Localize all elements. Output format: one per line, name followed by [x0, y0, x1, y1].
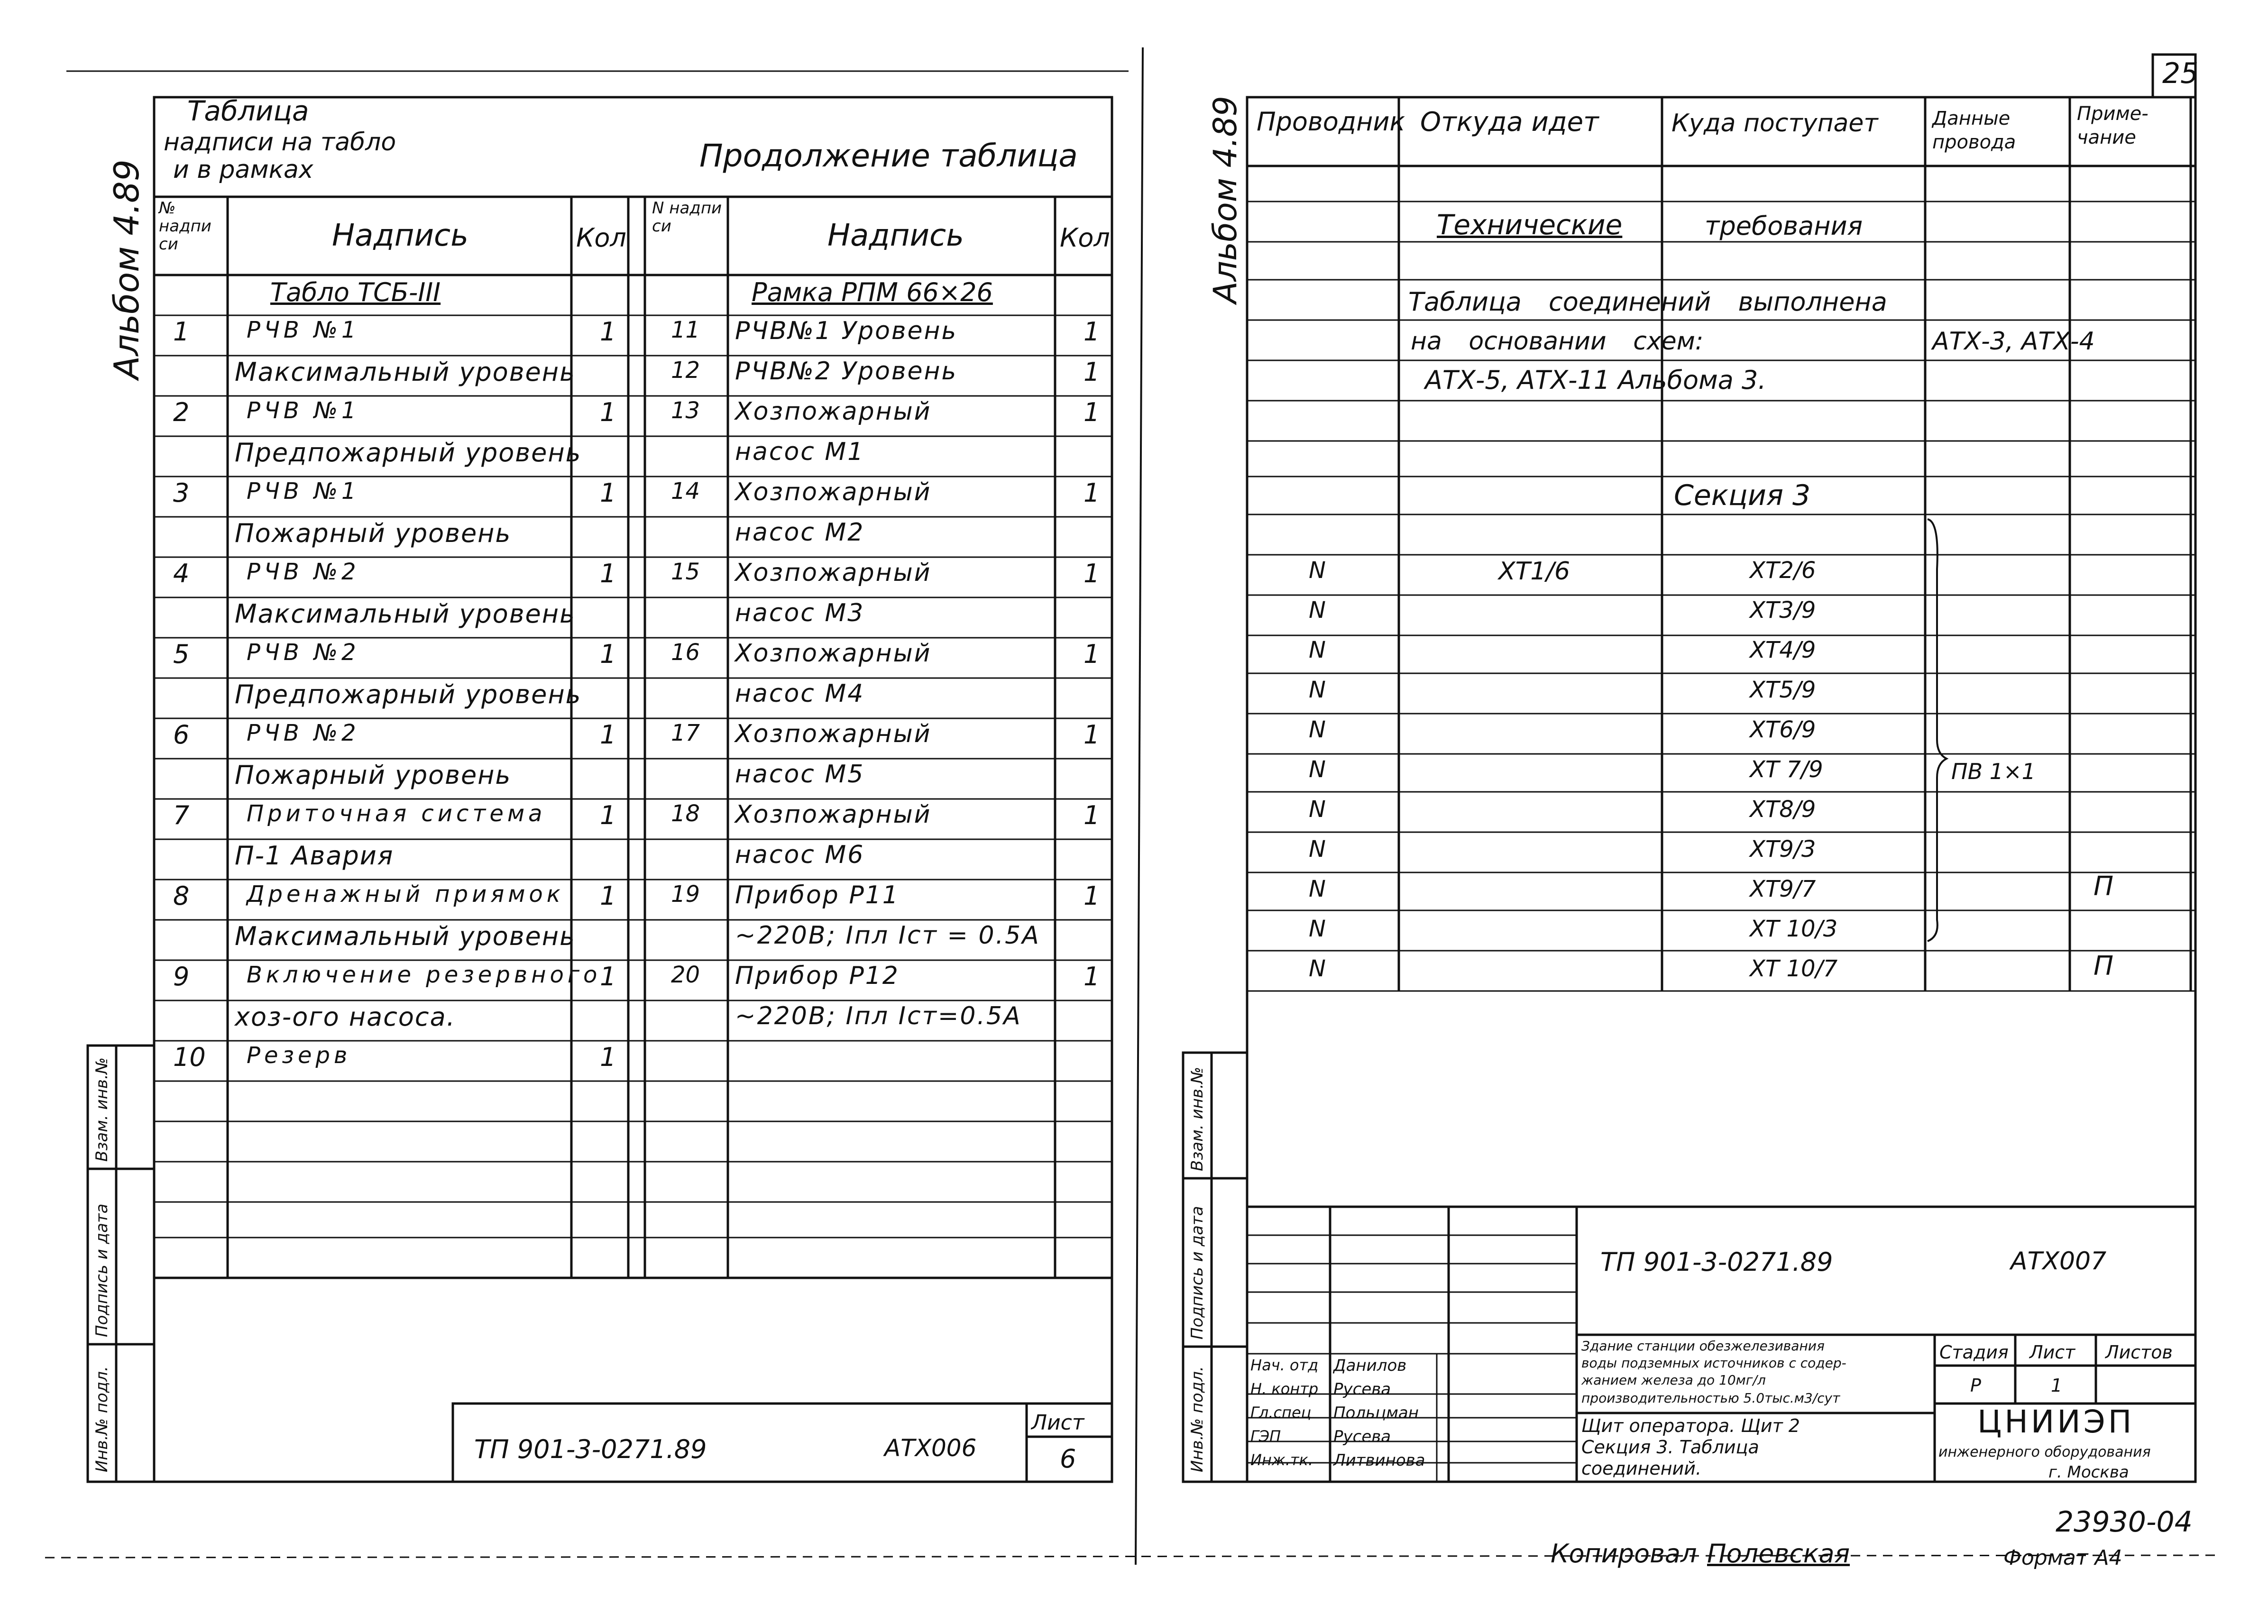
left-stamp-sheet-no: 6: [1060, 1444, 1076, 1474]
left-row-text: Включение резервного: [247, 962, 601, 988]
right-row-text: Хозпожарный: [735, 559, 932, 587]
left-row-qty: 1: [600, 720, 616, 750]
left-stamp-doc: ТП 901-3-0271.89: [474, 1434, 707, 1464]
conn-wire: N: [1309, 796, 1326, 823]
left-row-text: Дренажный приямок: [247, 881, 564, 908]
right-row-text: насос М1: [735, 438, 865, 466]
stamp-name: Литвинова: [1333, 1451, 1425, 1470]
stamp-role: Нач. отд: [1250, 1356, 1319, 1374]
right-row-text: Хозпожарный: [735, 800, 932, 829]
left-section: Табло ТСБ-III: [270, 277, 441, 307]
left-row-num: 3: [173, 478, 190, 508]
hdr-qty: Кол: [576, 223, 626, 253]
left-row-text: Резерв: [247, 1042, 351, 1069]
right-row-text: насос М6: [735, 841, 865, 869]
conn-wire: N: [1309, 955, 1326, 982]
left-row-num: 10: [173, 1042, 206, 1072]
right-album-label: Альбом 4.89: [1207, 96, 1244, 303]
hdr-note: Приме-чание: [2077, 103, 2149, 148]
conn-note: П: [2094, 871, 2114, 902]
right-row-qty: 1: [1083, 881, 1100, 911]
conn-to: XT9/7: [1750, 876, 1816, 902]
right-row-qty: 1: [1083, 397, 1100, 427]
footer-name: Полевская: [1707, 1539, 1850, 1569]
stamp-title-1: Щит оператора. Щит 2: [1581, 1415, 1800, 1436]
right-stamp-sign: Подпись и дата: [1188, 1206, 1207, 1340]
stamp-city: г. Москва: [2048, 1463, 2129, 1482]
left-row-text: П-1 Авария: [235, 841, 394, 871]
right-row-text: ~220В; Iпл Iст=0.5А: [735, 1002, 1022, 1030]
conn-wire: N: [1309, 716, 1326, 743]
stamp-stage: Р: [1970, 1375, 1981, 1396]
left-stamp-sheet-label: Лист: [1031, 1411, 1084, 1435]
section-title: Секция 3: [1674, 479, 1811, 512]
stamp-org-sub: инженерного оборудования: [1938, 1444, 2151, 1460]
left-stamp-code: АТХ006: [884, 1434, 977, 1462]
left-row-qty: 1: [600, 962, 616, 991]
right-row-qty: 1: [1083, 478, 1100, 508]
right-row-text: ~220В; Iпл Iст = 0.5А: [735, 921, 1040, 950]
stamp-stage-label: Стадия: [1939, 1342, 2009, 1363]
stamp-role: Гл.спец: [1250, 1404, 1312, 1422]
conn-from: XT1/6: [1498, 557, 1570, 586]
conn-wire: N: [1309, 836, 1326, 862]
right-row-text: насос М3: [735, 599, 865, 627]
hdr-to: Куда поступает: [1671, 109, 1878, 138]
left-album-label: Альбом 4.89: [107, 159, 147, 379]
right-row-text: Хозпожарный: [735, 478, 932, 506]
footer-number: 23930-04: [2056, 1505, 2193, 1539]
hdr-data: Данные провода: [1932, 108, 2016, 153]
left-row-text: РЧВ №2: [247, 720, 360, 746]
stamp-title-3: соединений.: [1581, 1458, 1702, 1479]
note-line-3: АТХ-5, АТХ-11 Альбома 3.: [1425, 365, 1766, 395]
conn-note: П: [2094, 951, 2114, 982]
left-row-num: 8: [173, 881, 190, 911]
stamp-org: ЦНИИЭП: [1977, 1404, 2135, 1440]
left-row-num: 6: [173, 720, 190, 750]
stamp-sheet: 1: [2051, 1375, 2063, 1396]
right-row-num: 17: [671, 720, 700, 746]
stamp-title-2: Секция 3. Таблица: [1581, 1437, 1759, 1458]
stamp-sheets-label: Листов: [2105, 1342, 2173, 1363]
conn-wire: N: [1309, 637, 1326, 663]
left-row-text: РЧВ №2: [247, 639, 360, 666]
left-row-text: Предпожарный уровень: [235, 679, 582, 709]
hdr-from: Откуда идет: [1420, 107, 1599, 138]
right-stamp-code: АТХ007: [2011, 1247, 2107, 1275]
conn-to: XT8/9: [1750, 796, 1816, 823]
continuation-title: Продолжение таблица: [699, 138, 1078, 174]
left-row-text: РЧВ №1: [247, 478, 360, 505]
left-row-qty: 1: [600, 800, 616, 830]
hdr-num2: N надпи си: [652, 199, 722, 236]
right-row-num: 18: [671, 800, 700, 827]
right-row-text: РЧВ№2 Уровень: [735, 357, 958, 385]
conn-to: XT6/9: [1750, 716, 1816, 743]
left-row-num: 4: [173, 559, 190, 588]
right-row-text: Хозпожарный: [735, 397, 932, 426]
left-row-qty: 1: [600, 1042, 616, 1072]
note-line-2b: АТХ-3, АТХ-4: [1932, 327, 2095, 356]
note-line-2: на основании схем:: [1411, 327, 1704, 356]
right-row-qty: 1: [1083, 800, 1100, 830]
tech-req-1: Технические: [1437, 209, 1623, 241]
conn-wire: N: [1309, 916, 1326, 942]
right-row-num: 11: [671, 317, 700, 343]
right-row-qty: 1: [1083, 720, 1100, 750]
conn-to: XT9/3: [1750, 836, 1816, 862]
stamp-role: ГЭП: [1250, 1427, 1281, 1445]
left-row-text: Максимальный уровень: [235, 357, 576, 387]
page-number: 25: [2162, 57, 2199, 90]
left-row-num: 9: [173, 962, 190, 991]
stamp-sheet-label: Лист: [2029, 1342, 2075, 1363]
left-row-text: Максимальный уровень: [235, 599, 576, 629]
conn-to: XT5/9: [1750, 677, 1816, 703]
left-row-text: хоз-ого насоса.: [235, 1002, 456, 1032]
left-row-qty: 1: [600, 639, 616, 669]
left-title-line3: и в рамках: [173, 156, 313, 184]
left-row-qty: 1: [600, 559, 616, 588]
right-row-num: 20: [671, 962, 700, 988]
footer-copied: Копировал: [1551, 1539, 1697, 1569]
left-row-qty: 1: [600, 881, 616, 911]
right-section: Рамка РПМ 66×26: [752, 277, 993, 307]
stamp-role: Н. контр: [1250, 1380, 1319, 1398]
conn-to: XT 10/7: [1750, 955, 1838, 982]
left-title-line2: надписи на табло: [164, 128, 396, 156]
right-row-text: Прибор Р11: [735, 881, 900, 909]
conn-to: XT 7/9: [1750, 756, 1823, 783]
stamp-name: Русева: [1333, 1427, 1391, 1446]
right-row-text: Хозпожарный: [735, 639, 932, 668]
right-row-num: 14: [671, 478, 700, 505]
left-row-text: Пожарный уровень: [235, 518, 512, 548]
stamp-role: Инж.тк.: [1250, 1451, 1313, 1469]
left-title-line1: Таблица: [187, 95, 309, 127]
right-row-text: насос М5: [735, 760, 865, 789]
stamp-object-2: воды подземных источников с содер-: [1581, 1355, 1846, 1371]
right-row-qty: 1: [1083, 317, 1100, 347]
hdr-inscription: Надпись: [332, 218, 468, 253]
right-stamp-inv: Инв.№ подл.: [1188, 1366, 1207, 1472]
right-row-text: насос М2: [735, 518, 865, 547]
left-row-text: Максимальный уровень: [235, 921, 576, 951]
right-row-qty: 1: [1083, 639, 1100, 669]
conn-wire: N: [1309, 557, 1326, 584]
right-row-qty: 1: [1083, 357, 1100, 387]
right-row-num: 15: [671, 559, 700, 585]
stamp-object-4: производительностью 5.0тыс.м3/сут: [1581, 1390, 1840, 1406]
stamp-object-3: жанием железа до 10мг/л: [1581, 1372, 1766, 1388]
left-row-text: РЧВ №2: [247, 559, 360, 585]
conn-to: XT2/6: [1750, 557, 1816, 584]
conn-wire: N: [1309, 677, 1326, 703]
right-row-text: насос М4: [735, 679, 865, 708]
right-row-num: 13: [671, 397, 700, 424]
left-row-text: РЧВ №1: [247, 397, 360, 424]
left-row-text: Приточная система: [247, 800, 546, 827]
right-stamp-replace: Взам. инв.№: [1188, 1066, 1207, 1171]
left-row-num: 7: [173, 800, 190, 830]
hdr-qty2: Кол: [1060, 223, 1110, 253]
right-row-num: 19: [671, 881, 700, 908]
left-row-num: 1: [173, 317, 190, 347]
tech-req-2: требования: [1705, 211, 1863, 241]
conn-wire: N: [1309, 876, 1326, 902]
left-stamp-replace: Взам. инв.№: [92, 1057, 111, 1162]
stamp-name: Польцман: [1333, 1404, 1419, 1422]
right-row-num: 16: [671, 639, 700, 666]
right-row-qty: 1: [1083, 962, 1100, 991]
left-row-text: Предпожарный уровень: [235, 438, 582, 468]
left-stamp-sign: Подпись и дата: [92, 1203, 111, 1337]
stamp-object-1: Здание станции обезжелезивания: [1581, 1338, 1825, 1354]
note-line-1: Таблица соединений выполнена: [1408, 287, 1887, 317]
left-row-qty: 1: [600, 317, 616, 347]
right-row-num: 12: [671, 357, 700, 384]
conn-to: XT3/9: [1750, 597, 1816, 624]
conn-to: XT4/9: [1750, 637, 1816, 663]
right-row-text: РЧВ№1 Уровень: [735, 317, 958, 345]
stamp-name: Данилов: [1333, 1356, 1407, 1375]
right-row-qty: 1: [1083, 559, 1100, 588]
right-stamp-doc: ТП 901-3-0271.89: [1600, 1247, 1833, 1277]
conn-wire: N: [1309, 756, 1326, 783]
conn-wire: N: [1309, 597, 1326, 624]
left-row-qty: 1: [600, 397, 616, 427]
right-row-text: Хозпожарный: [735, 720, 932, 748]
left-row-num: 2: [173, 397, 190, 427]
conn-to: XT 10/3: [1750, 916, 1838, 942]
wire-spec: ПВ 1×1: [1951, 759, 2036, 784]
hdr-inscription2: Надпись: [827, 218, 964, 253]
left-row-num: 5: [173, 639, 190, 669]
hdr-num: № надпи си: [159, 199, 211, 254]
right-row-text: Прибор Р12: [735, 962, 900, 990]
stamp-name: Русева: [1333, 1380, 1391, 1399]
hdr-wire: Проводник: [1257, 107, 1405, 137]
left-row-text: Пожарный уровень: [235, 760, 512, 790]
left-stamp-inv: Инв.№ подл.: [92, 1366, 111, 1472]
left-row-qty: 1: [600, 478, 616, 508]
left-row-text: РЧВ №1: [247, 317, 360, 343]
footer-format: Формат А4: [2003, 1546, 2122, 1570]
